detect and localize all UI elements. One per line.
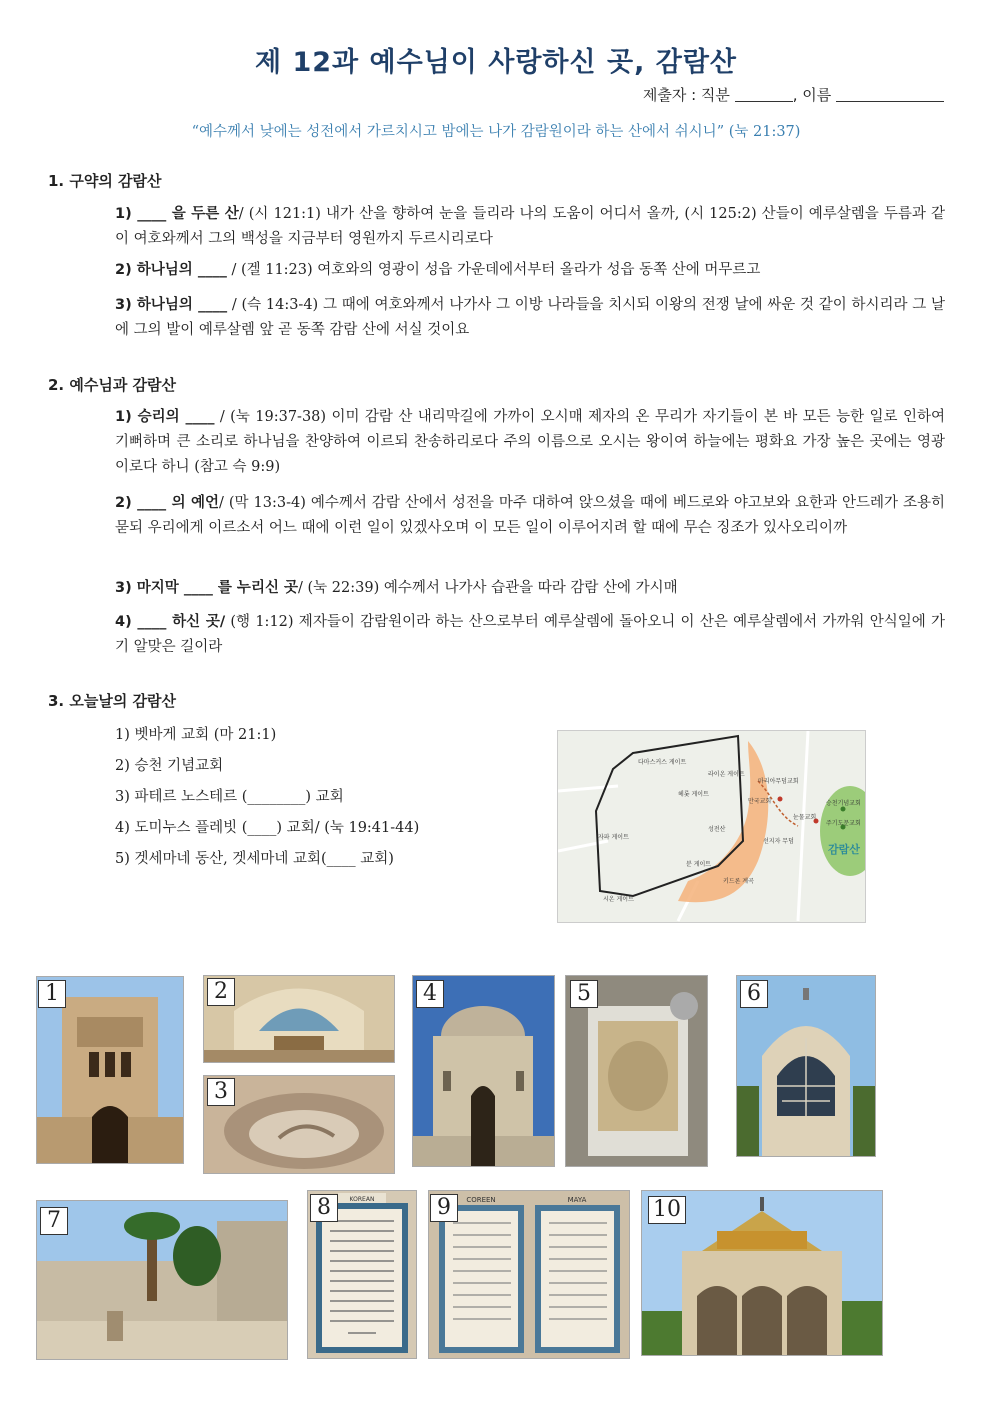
item-text: / (슥 14:3-4) 그 때에 여호와께서 나가사 그 이방 나라들을 치시되 이왕의 전쟁 날에 싸운 것 같이 하시리라 그 날에 그의 발이 예루살렘 앞 곧 동쪽 감람 산에 서실 것이요	[115, 297, 945, 338]
list-item	[115, 258, 945, 283]
panel-label: MAYA	[567, 1196, 587, 1204]
item-text: / (눅 19:37-38) 이미 감람 산 내리막길에 가까이 오시매 제자의 온 무리가 자기들이 본 바 모든 능한 일로 인하여 기뻐하며 큰 소리로 하나님을 찬양하여 이르되 찬송하리로다 주의 이름으로 오시는 왕이여 하늘에는 평화요 가장 높은 곳에는 영광이로다 하니 (참고 슥 9:9)	[115, 409, 945, 475]
item-label: 2) ____ 의 예언	[115, 495, 220, 511]
list-item	[115, 491, 945, 541]
map-label: 자파 게이트	[598, 834, 629, 841]
map-label: 선지자 무덤	[763, 838, 794, 845]
map-label: 헤롯 게이트	[678, 791, 709, 798]
panel-label: COREEN	[466, 1196, 496, 1204]
photo-number: 1	[38, 980, 66, 1008]
map-label: 만국교회	[748, 798, 772, 805]
list-item	[115, 576, 945, 601]
map-label: 성전산	[708, 826, 726, 833]
item-text: / (막 13:3-4) 예수께서 감람 산에서 성전을 마주 대하여 앉으셨을 때에 베드로와 야고보와 요한과 안드레가 조용히 묻되 우리에게 이르소서 어느 때에 이런 일이 있겠사오며 이 모든 일이 이루어지려 할 때에 무슨 징조가 있사오리이까	[115, 495, 945, 536]
position-blank[interactable]	[735, 87, 793, 102]
map-label: 다마스커스 게이트	[638, 759, 687, 766]
name-label: , 이름	[792, 86, 832, 104]
photo-number: 3	[207, 1078, 235, 1106]
item-label: 1) ____ 을 두른 산	[115, 206, 239, 222]
photo-pater-noster-courtyard	[36, 1200, 288, 1360]
map-label: 주기도문교회	[826, 820, 861, 827]
key-verse: “예수께서 낮에는 성전에서 가르치시고 밤에는 나가 감람원이라 하는 산에서 쉬시니” (눅 21:37)	[191, 124, 801, 140]
item-label: 3) 마지막 ____ 를 누리신 곳	[115, 580, 299, 596]
map-label: 분 게이트	[686, 861, 712, 868]
photo-number: 8	[310, 1194, 338, 1222]
section-heading: 1. 구약의 감람산	[48, 172, 162, 190]
item-text: / (겔 11:23) 여호와의 영광이 성읍 가운데에서부터 올라가 성읍 동쪽 산에 머무르고	[226, 262, 761, 278]
map-label: 시온 게이트	[603, 896, 634, 903]
panel-label: KOREAN	[349, 1196, 375, 1203]
item-label: 1) 승리의 ____	[115, 409, 215, 425]
list-item	[115, 405, 945, 480]
photo-number: 7	[40, 1207, 68, 1235]
photo-number: 6	[740, 980, 768, 1008]
list-item	[115, 293, 945, 343]
photo-number: 10	[648, 1196, 686, 1224]
item-label: 2) 하나님의 ____	[115, 262, 227, 278]
item-text: (행 1:12) 제자들이 감람원이라 하는 산으로부터 예루살렘에 돌아오니 이 산은 예루살렘에서 가까워 안식일에 가기 알맞은 길이라	[115, 614, 945, 655]
photo-prayer-panels	[428, 1190, 630, 1359]
map-label: 키드론 계곡	[723, 878, 754, 885]
list-item: 3) 파테르 노스테르 (________) 교회	[115, 789, 344, 805]
map-label: 눈물교회	[793, 814, 817, 821]
item-text: / (눅 22:39) 예수께서 나가사 습관을 따라 감람 산에 가시매	[298, 580, 678, 596]
item-text: / (시 121:1) 내가 산을 향하여 눈을 들리라 나의 도움이 어디서 올까, (시 125:2) 산들이 예루살렘을 두름과 같이 여호와께서 그의 백성을 지금부터 영원까지 두르시리로다	[115, 206, 945, 247]
list-item: 4) 도미누스 플레빗 (____) 교회/ (눅 19:41-44)	[115, 820, 420, 836]
photo-number: 9	[430, 1194, 458, 1222]
photo-number: 5	[570, 980, 598, 1008]
section-heading: 3. 오늘날의 감람산	[48, 692, 177, 710]
list-item: 1) 벳바게 교회 (마 21:1)	[115, 727, 277, 743]
item-label: 3) 하나님의 ____	[115, 297, 228, 313]
list-item	[115, 202, 945, 252]
section-heading: 2. 예수님과 감람산	[48, 376, 177, 394]
list-item	[115, 610, 945, 660]
jerusalem-map	[557, 730, 866, 923]
name-blank[interactable]	[836, 87, 944, 102]
map-label: 마리아무덤교회	[758, 778, 799, 785]
map-label: 승천기념교회	[826, 800, 861, 807]
item-label: 4) ____ 하신 곳/	[115, 614, 226, 630]
map-label: 감람산	[828, 843, 860, 856]
submitter-label: 제출자 : 직분	[642, 86, 730, 104]
photo-number: 4	[416, 980, 444, 1008]
list-item: 5) 겟세마네 동산, 겟세마네 교회(____ 교회)	[115, 851, 394, 867]
submitter-line	[643, 84, 944, 105]
map-label: 라이온 게이트	[708, 771, 745, 778]
list-item: 2) 승천 기념교회	[115, 758, 224, 774]
photo-number: 2	[207, 978, 235, 1006]
page-title: 제 12과 예수님이 사랑하신 곳, 감람산	[255, 47, 737, 78]
